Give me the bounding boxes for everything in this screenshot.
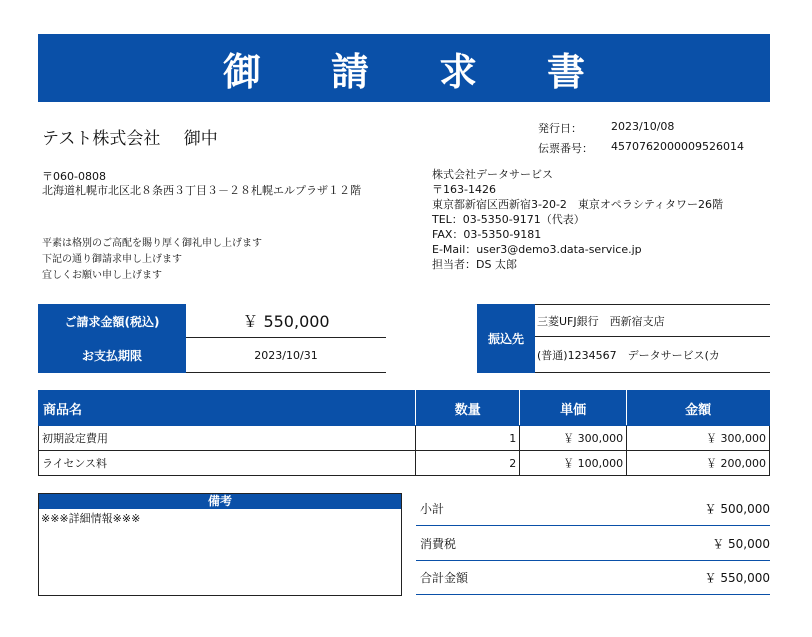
sender-postal: 〒163-1426 — [432, 183, 496, 196]
client-honorific: 御中 — [183, 129, 218, 149]
due-date-label: お支払期限 — [38, 338, 186, 373]
greeting-line: 宜しくお願い申し上げます — [42, 270, 162, 281]
tax-value: ￥ 50,000 — [712, 537, 770, 551]
col-header-qty: 数量 — [416, 391, 520, 426]
subtotal-row — [416, 492, 770, 526]
title-char: 求 — [439, 49, 478, 94]
tax-label: 消費税 — [420, 537, 457, 551]
items-table — [38, 390, 770, 476]
document-title — [223, 41, 585, 96]
client-block — [42, 124, 218, 149]
subtotal-label: 小計 — [420, 502, 445, 516]
sender-address: 東京都新宿区西新宿3-20-2 東京オペラシティタワー26階 — [432, 198, 724, 211]
col-header-amount: 金額 — [627, 391, 770, 426]
slip-no-label: 伝票番号： — [538, 142, 593, 155]
bank-line2: (普通)1234567 データサービス(カ — [535, 337, 770, 373]
recipient-postal: 〒060-0808 — [42, 170, 106, 183]
client-name: テスト株式会社 — [42, 129, 161, 149]
title-char: 書 — [547, 49, 586, 94]
notes-box — [38, 493, 402, 596]
sender-tel: TEL：03-5350-9171（代表） — [432, 213, 585, 226]
item-unit-price: ￥ 300,000 — [520, 426, 627, 451]
col-header-name: 商品名 — [39, 391, 416, 426]
item-name: 初期設定費用 — [39, 426, 416, 451]
bank-line1: 三菱UFJ銀行 西新宿支店 — [535, 304, 770, 337]
greeting-line: 下記の通り御請求申し上げます — [42, 254, 182, 265]
billing-amount: ￥ 550,000 — [186, 304, 386, 338]
notes-text: ※※※詳細情報※※※ — [41, 512, 141, 525]
sender-email: E-Mail：user3@demo3.data-service.jp — [432, 243, 642, 256]
bank-label: 振込先 — [477, 304, 535, 373]
due-date: 2023/10/31 — [186, 338, 386, 373]
slip-no: 4570762000009526014 — [611, 140, 744, 153]
item-unit-price: ￥ 100,000 — [520, 451, 627, 476]
notes-label: 備考 — [39, 494, 401, 509]
recipient-street: 北海道札幌市北区北８条西３丁目３－２８札幌エルプラザ１２階 — [42, 184, 361, 197]
title-char: 御 — [222, 49, 261, 94]
table-row — [39, 426, 770, 451]
issue-date-label: 発行日： — [538, 122, 582, 135]
sender-person: 担当者：DS 太郎 — [432, 258, 517, 271]
title-bar — [38, 34, 770, 102]
total-value: ￥ 550,000 — [704, 571, 770, 585]
issue-meta — [538, 120, 744, 156]
total-row — [416, 561, 770, 595]
items-header-row — [39, 391, 770, 426]
table-row — [39, 451, 770, 476]
sender-block — [432, 167, 723, 272]
item-qty: 1 — [416, 426, 520, 451]
title-char: 請 — [330, 49, 369, 94]
recipient-address — [42, 170, 412, 198]
tax-row — [416, 527, 770, 561]
issue-date: 2023/10/08 — [611, 120, 675, 133]
item-amount: ￥ 300,000 — [627, 426, 770, 451]
billing-amount-label: ご請求金額(税込) — [38, 304, 186, 338]
item-qty: 2 — [416, 451, 520, 476]
sender-fax: FAX：03-5350-9181 — [432, 228, 542, 241]
greeting — [42, 236, 262, 284]
subtotal-value: ￥ 500,000 — [704, 502, 770, 516]
total-label: 合計金額 — [420, 571, 469, 585]
greeting-line: 平素は格別のご高配を賜り厚く御礼申し上げます — [42, 238, 262, 249]
item-name: ライセンス料 — [39, 451, 416, 476]
col-header-unit: 単価 — [520, 391, 627, 426]
item-amount: ￥ 200,000 — [627, 451, 770, 476]
sender-company: 株式会社データサービス — [432, 168, 553, 181]
